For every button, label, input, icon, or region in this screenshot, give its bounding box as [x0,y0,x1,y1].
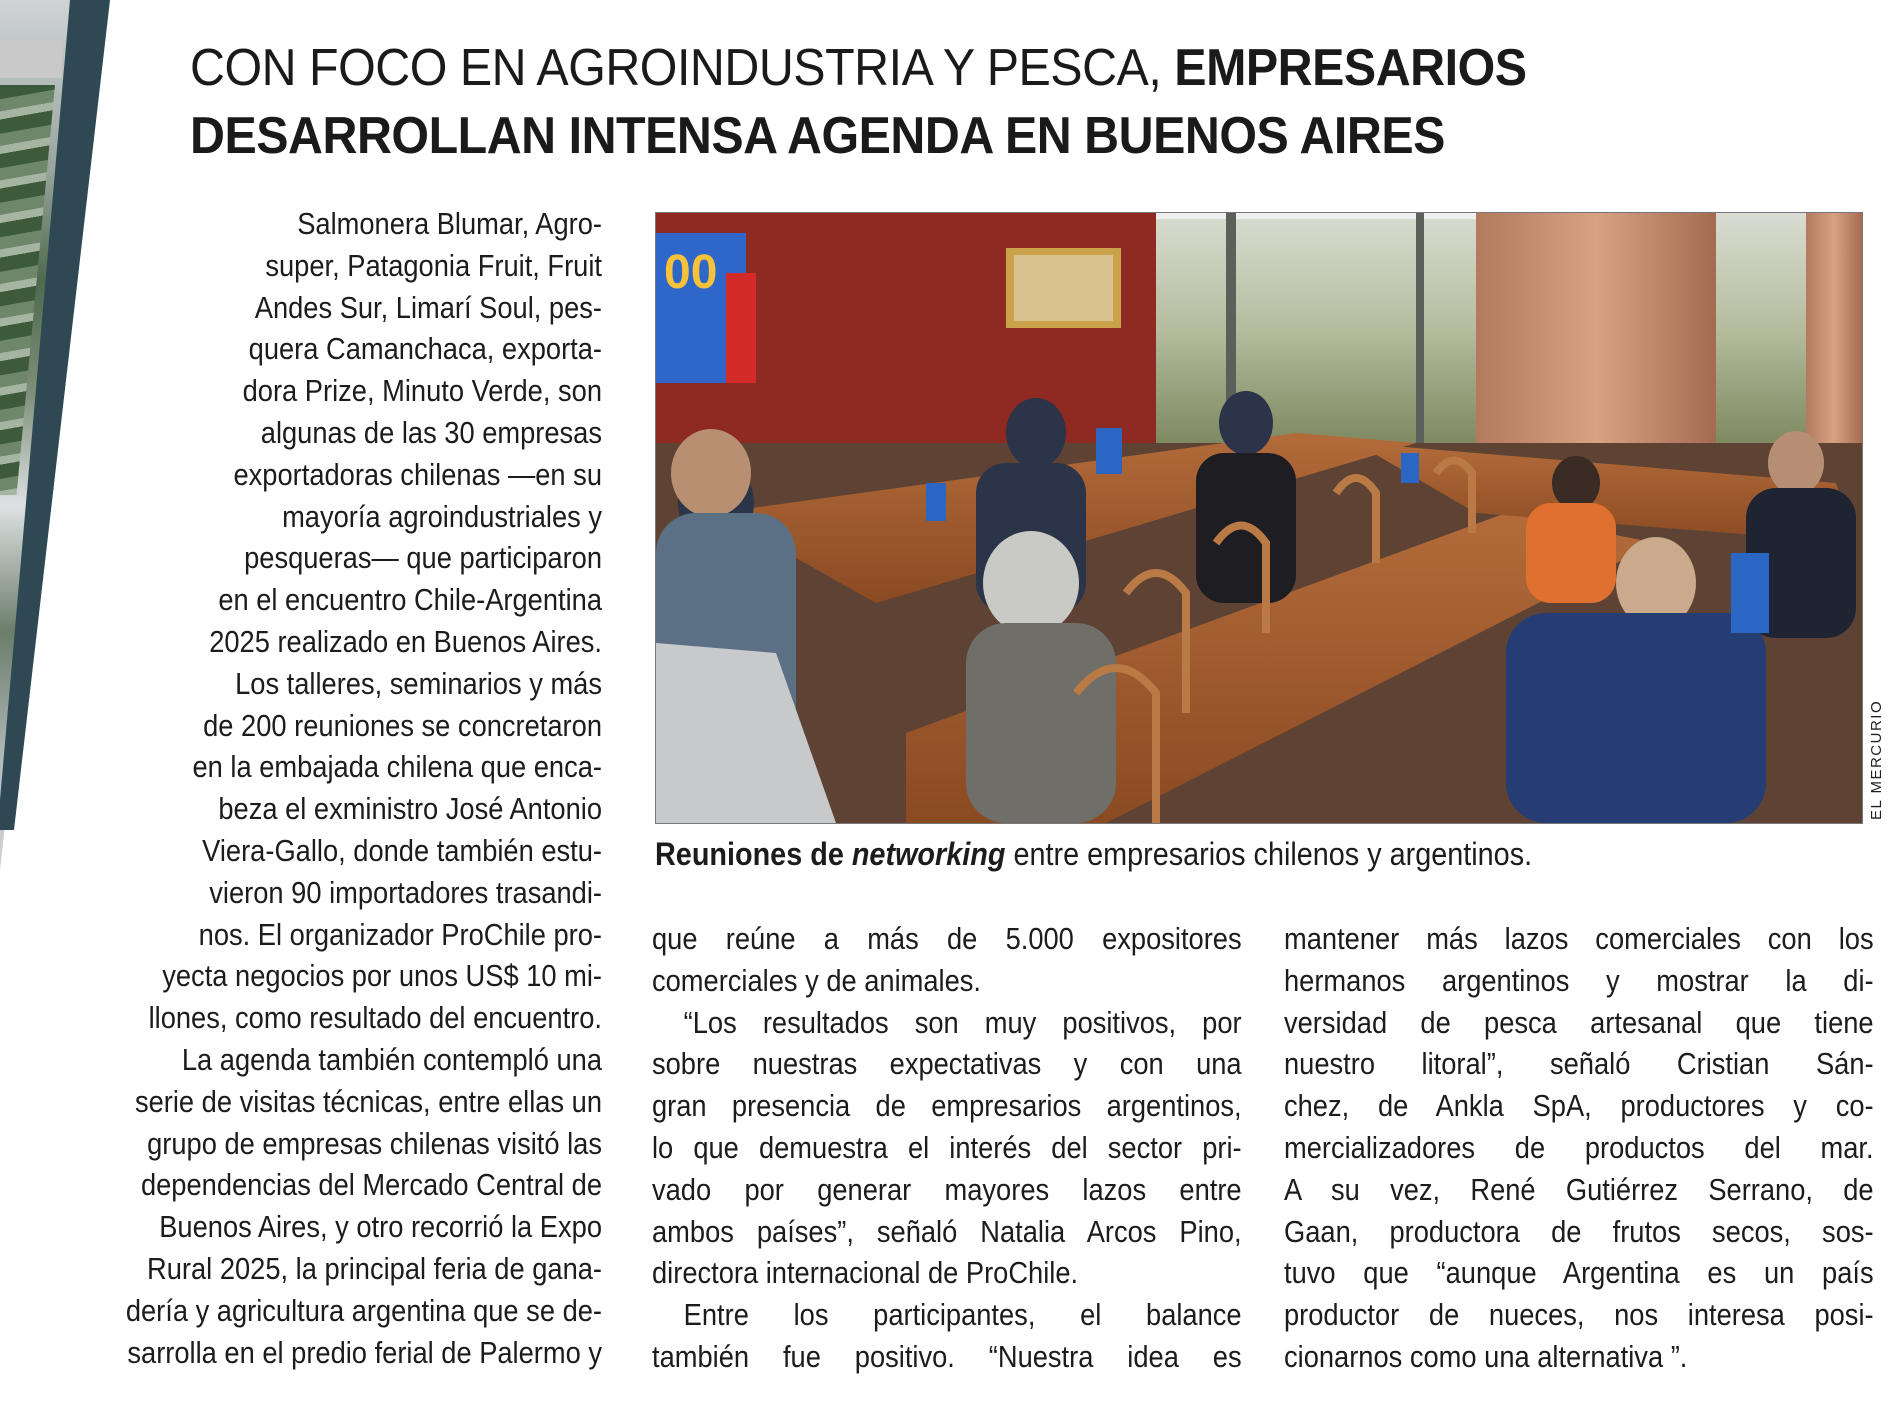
col1-line: llones, como resultado del encuentro. [148,1000,602,1036]
col1-line: quera Camanchaca, exporta- [248,331,602,367]
col1-line: algunas de las 30 empresas [260,414,602,450]
col3-line: tuvo que “aunque Argentina es un país [1284,1255,1874,1291]
col1-line: sarrolla en el predio ferial de Palermo y [127,1334,603,1370]
col2-line: directora internacional de ProChile. [652,1255,1079,1291]
col1-line: grupo de empresas chilenas visitó las [147,1125,602,1161]
article-column-2 [652,918,1242,1378]
col2-line: también fue positivo. “Nuestra idea es [652,1338,1242,1374]
headline-light: CON FOCO EN AGROINDUSTRIA Y PESCA, [190,39,1162,97]
col3-line: versidad de pesca artesanal que tiene [1284,1004,1874,1040]
col3-line: nuestro litoral”, señaló Cristian Sán- [1284,1046,1874,1082]
col1-line: La agenda también contempló una [181,1041,602,1077]
col1-line: exportadoras chilenas —en su [233,456,602,492]
col2-line: sobre nuestras expectativas y con una [652,1046,1242,1082]
col2-line: “Los resultados son muy positivos, por [683,1004,1242,1040]
col3-line: productor de nueces, nos interesa posi- [1284,1297,1874,1333]
col1-line: Andes Sur, Limarí Soul, pes- [254,289,602,325]
col2-line: Entre los participantes, el balance [683,1297,1242,1333]
col3-line: Gaan, productora de frutos secos, sos- [1284,1213,1874,1249]
networking-event-photo [656,213,1862,823]
photo-credit: EL MERCURIO [1868,699,1885,820]
col1-line: serie de visitas técnicas, entre ellas un [134,1083,602,1119]
article-column-1 [30,203,602,1373]
col1-line: dería y agricultura argentina que se de- [125,1292,603,1328]
col1-line: vieron 90 importadores trasandi- [209,874,602,910]
article-photo [655,212,1863,824]
col1-line: Los talleres, seminarios y más [235,665,602,701]
col2-line: gran presencia de empresarios argentinos, [652,1088,1242,1124]
col3-line: chez, de Ankla SpA, productores y co- [1284,1088,1874,1124]
headline-bold-2: DESARROLLAN INTENSA AGENDA EN BUENOS AIRES [190,107,1445,165]
col1-line: Viera-Gallo, donde también estu- [202,832,602,868]
caption-emphasis: networking [851,836,1006,872]
col2-line: lo que demuestra el interés del sector pri- [652,1129,1242,1165]
col3-line: hermanos argentinos y mostrar la di- [1284,962,1874,998]
col3-line: mercializadores de productos del mar. [1284,1129,1874,1165]
caption-bold: Reuniones de [655,836,844,872]
col1-line: en la embajada chilena que enca- [192,749,602,785]
col3-line: cionarnos como una alternativa ”. [1284,1338,1688,1374]
col1-line: dependencias del Mercado Central de [140,1167,602,1203]
col1-line: Buenos Aires, y otro recorrió la Expo [159,1209,602,1245]
col1-line: yecta negocios por unos US$ 10 mi- [162,958,602,994]
col1-line: super, Patagonia Fruit, Fruit [265,247,602,283]
svg-text:00: 00 [664,246,718,299]
col1-line: nos. El organizador ProChile pro- [198,916,602,952]
col3-line: A su vez, René Gutiérrez Serrano, de [1284,1171,1874,1207]
col1-line: Rural 2025, la principal feria de gana- [147,1250,602,1286]
col1-line: Salmonera Blumar, Agro- [297,206,602,241]
article-column-3 [1284,918,1874,1378]
col1-line: en el encuentro Chile-Argentina [218,582,602,618]
caption-rest: entre empresarios chilenos y argentinos. [1013,836,1533,872]
col3-line: mantener más lazos comerciales con los [1284,921,1874,956]
col2-line: ambos países”, señaló Natalia Arcos Pino, [652,1213,1242,1249]
col1-line: pesqueras— que participaron [244,540,602,576]
col1-line: beza el exministro José Antonio [218,791,602,827]
headline-bold-1: EMPRESARIOS [1174,39,1527,97]
col1-line: de 200 reuniones se concretaron [203,707,602,743]
col1-line: 2025 realizado en Buenos Aires. [209,623,602,659]
col1-line: mayoría agroindustriales y [282,498,602,534]
col2-line: vado por generar mayores lazos entre [652,1171,1242,1207]
col1-line: dora Prize, Minuto Verde, son [242,373,602,409]
photo-caption [655,832,1753,876]
col2-line: que reúne a más de 5.000 expositores [652,921,1242,956]
left-edge-band [0,40,62,78]
col2-line: comerciales y de animales. [652,962,982,998]
headline [190,34,1529,170]
